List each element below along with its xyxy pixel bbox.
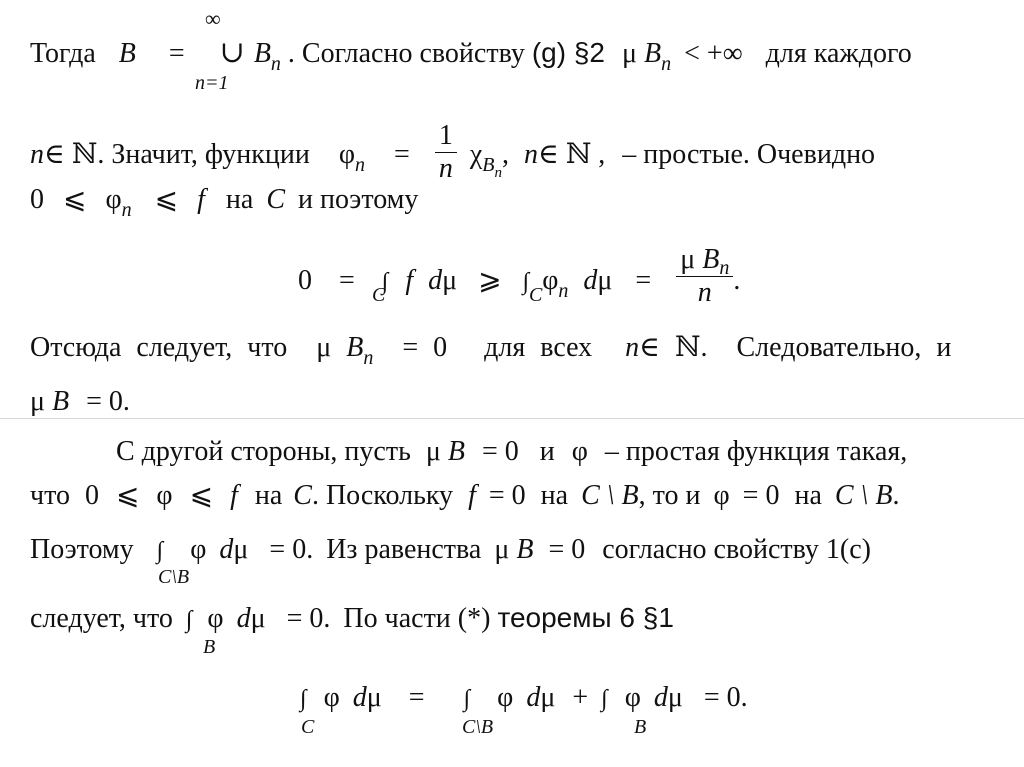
p1-line2: n∈ ℕ. Значит, функции $\varphi_n$ = $\frac{1}{n}$ $\chi_{B_n}$, n∈ ℕ , – простые. Очевидно [30, 120, 876, 184]
integral-limit-B: B [203, 636, 216, 658]
p1-line3: 0 ⩽ $\varphi_n$ ⩽ f на C и поэтому [30, 184, 419, 221]
union-lower-limit: n=1 [195, 72, 229, 94]
integral-limit-C-minus-B: C\B [158, 566, 190, 588]
integral-sign: ∫ [522, 268, 530, 295]
integral-sign: ∫ [463, 686, 471, 712]
integral-sign: ∫ [185, 607, 193, 633]
p2-line1: С другой стороны, пусть μ B = 0 и φ – простая функция такая, [116, 436, 908, 467]
integral-sign: ∫ [381, 268, 389, 295]
integral-sign: ∫ [601, 686, 608, 712]
integral-sign: ∫ [300, 686, 307, 712]
p1-line4: Отсюда следует, что μ $B_n = 0$ для всех n∈ ℕ. Следовательно, и [30, 332, 952, 369]
formula-1: 0 = ∫ f dμ ⩾ ∫ $\varphi_n$ dμ = $\frac{\mu B_n}{n}$ . [298, 244, 741, 308]
integral-limit-C: C [372, 284, 386, 306]
integral-limit-C: C [529, 284, 543, 306]
formula-2: ∫ φ dμ = ∫ φ dμ + ∫ φ dμ = 0. [300, 682, 748, 713]
p2-line3: Поэтому ∫ φ dμ = 0. Из равенства μ B = 0 согласно свойству 1(c) [30, 534, 871, 565]
integral-limit-C-minus-B: C\B [462, 716, 494, 738]
p2-line2: что 0 ⩽ φ ⩽ f на C. Поскольку f = 0 на C \ B, то и φ = 0 на C \ B. [30, 480, 900, 511]
union-symbol: ∪ [219, 36, 245, 69]
p2-line4: следует, что ∫ φ dμ = 0. По части (*) теоремы 6 §1 [30, 602, 674, 634]
integral-sign: ∫ [156, 538, 164, 564]
fraction-1-over-n: $\frac{1}{n}$ [435, 122, 457, 183]
integral-limit-B: B [634, 716, 647, 738]
section-divider [0, 418, 1024, 419]
p1-line5: μ B = 0. [30, 386, 130, 417]
fraction-muBn-over-n: $\frac{\mu B_n}{n}$ [676, 246, 733, 307]
integral-limit-C: C [301, 716, 315, 738]
p1-line1: Тогда B = ∪ $B_n$ . Согласно свойству (g) §2 μ $B_n$ < +∞ для каждого [30, 36, 912, 75]
union-upper-limit: ∞ [205, 6, 221, 31]
